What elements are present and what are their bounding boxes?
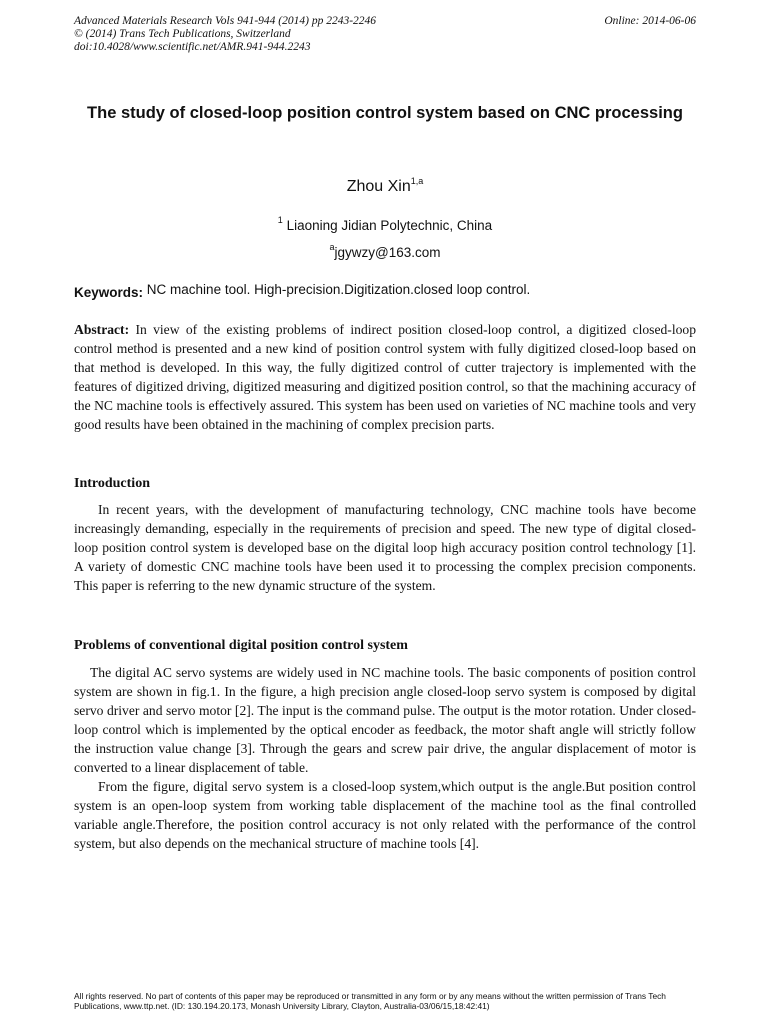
rights-footer: All rights reserved. No part of contents of this paper may be reproduced or transmitted in any form or by any means without the written permission of Trans Tech Publications, www.ttp.net. (ID: 130.194.20.173, Monash University Library, Clayton, Australia-03/06/15,18:42:41) <box>74 991 666 1011</box>
problems-paragraph-2: From the figure, digital servo system is a closed-loop system,which output is the angle.But position control system is an open-loop system from working table displacement of the machine tool as the final controlled variable angle.Therefore, the position control accuracy is not only related with the performance of the control system, but also depends on the mechanical structure of machine tools [4]. <box>74 779 696 851</box>
journal-citation: Advanced Materials Research Vols 941-944 (2014) pp 2243-2246 <box>74 15 377 27</box>
affiliation: Liaoning Jidian Polytechnic, China <box>286 218 493 233</box>
problems-heading: Problems of conventional digital position control system <box>74 638 408 653</box>
doi-line: doi:10.4028/www.scientific.net/AMR.941-944.2243 <box>74 41 311 53</box>
introduction-paragraph: In recent years, with the development of manufacturing technology, CNC machine tools have become increasingly demanding, especially in the requirements of precision and speed. The new type of digital closed-loop position control system is developed base on the digital loop high accuracy position control technology [1]. A variety of domestic CNC machine tools have been used it to processing the complex precision components. This paper is referring to the new dynamic structure of the system. <box>74 502 696 593</box>
keywords-text: NC machine tool. High-precision.Digitization.closed loop control. <box>146 282 531 297</box>
online-date: Online: 2014-06-06 <box>604 15 696 27</box>
email-superscript: a <box>329 242 335 252</box>
abstract <box>74 320 696 434</box>
email-address: jgywzy@163.com <box>334 245 441 260</box>
author-name: Zhou Xin <box>346 178 411 195</box>
author-superscript: 1,a <box>410 176 424 186</box>
paper-title: The study of closed-loop position control system based on CNC processing <box>87 104 683 122</box>
affiliation-superscript: 1 <box>277 215 283 225</box>
copyright-line: © (2014) Trans Tech Publications, Switzerland <box>74 28 291 40</box>
introduction-heading: Introduction <box>74 476 150 491</box>
journal-header <box>74 15 696 54</box>
problems-section <box>74 663 696 853</box>
keywords-line <box>74 282 696 300</box>
abstract-text: In view of the existing problems of indirect position closed-loop control, a digitized closed-loop control method is presented and a new kind of position control system with fully digitized closed-loop based on that method is developed. In this way, the fully digitized control of cutter trajectory is implemented with the features of digitized driving, digitized measuring and digitized position control, so that the machining accuracy of the NC machine tools is effectively assured. This system has been used on varieties of NC machine tools and very good results have been obtained in the machining of complex precision parts. <box>74 322 696 432</box>
introduction-section <box>74 500 696 595</box>
affiliation-line <box>74 215 696 233</box>
keywords-label: Keywords: <box>74 285 144 300</box>
author-line <box>74 176 696 196</box>
email-line <box>74 242 696 260</box>
problems-paragraph-1: The digital AC servo systems are widely used in NC machine tools. The basic components of position control system are shown in fig.1. In the figure, a high precision angle closed-loop servo system is composed by digital servo driver and servo motor [2]. The input is the command pulse. The output is the motor rotation. Under closed-loop control which is implemented by the optical encoder as feedback, the motor shaft angle will strictly follow the instruction value change [3]. Through the gears and screw pair drive, the angular displacement of motor is converted to a linear displacement of table. <box>74 665 696 775</box>
abstract-label: Abstract: <box>74 322 130 337</box>
